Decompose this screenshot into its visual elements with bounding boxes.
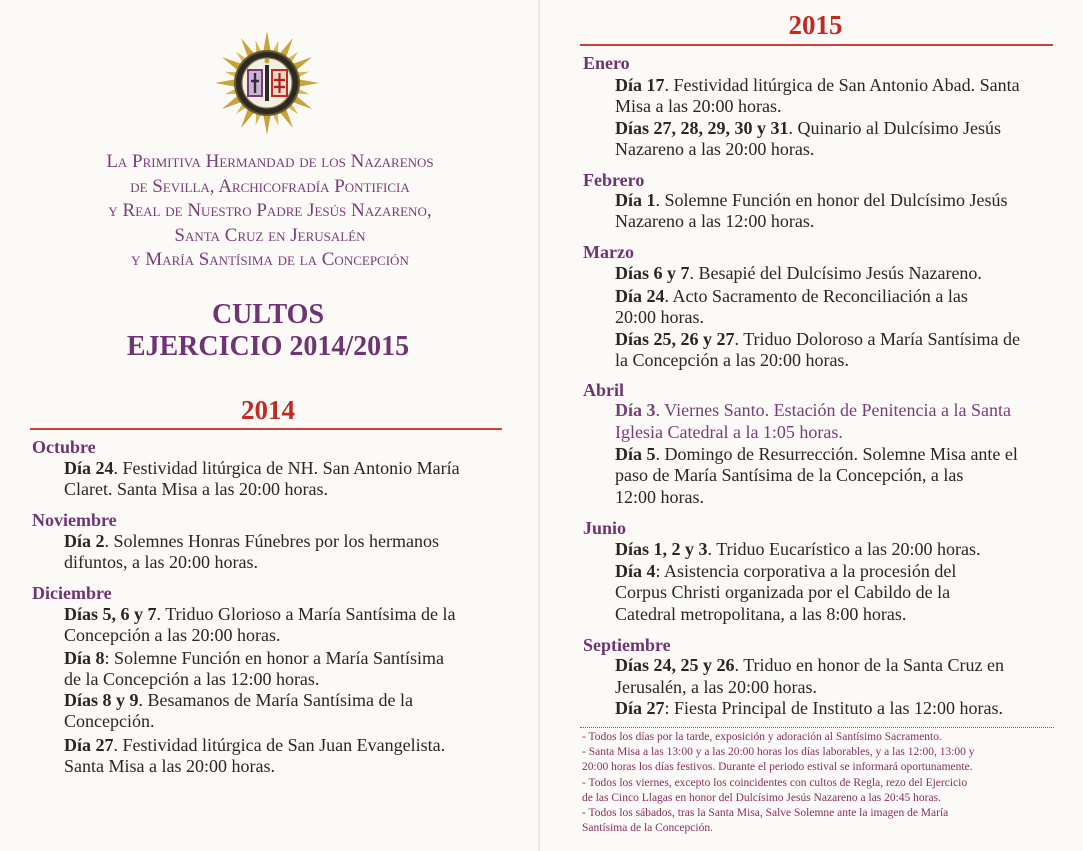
- entry-date: Día 5: [615, 444, 656, 464]
- schedule-entry-line: [615, 307, 704, 328]
- schedule-entry-line: [615, 422, 843, 443]
- entry-text: . Domingo de Resurrección. Solemne Misa ante el: [655, 444, 1018, 464]
- entry-text: paso de María Santísima de la Concepción, a las: [615, 465, 964, 485]
- notes-rule: [580, 727, 1054, 728]
- entry-text: . Besapié del Dulcísimo Jesús Nazareno.: [689, 263, 982, 283]
- brotherhood-seal-icon: [212, 28, 322, 138]
- schedule-entry-line: [615, 444, 1018, 465]
- schedule-entry-line: [615, 96, 781, 117]
- note-line: - Todos los sábados, tras la Santa Misa, Salve Solemne ante la imagen de María: [582, 807, 949, 819]
- schedule-entry-line: [615, 118, 1001, 139]
- schedule-entry-line: [615, 139, 814, 160]
- entry-date: Día 27: [615, 698, 665, 718]
- entry-date: Día 24: [615, 286, 665, 306]
- month-heading: Diciembre: [32, 583, 112, 603]
- cultos-title: CULTOS: [211, 299, 325, 330]
- schedule-entry-line: [615, 698, 1003, 719]
- schedule-entry-line: [615, 75, 1020, 96]
- schedule-entry-line: [64, 479, 328, 500]
- month-heading: Octubre: [32, 437, 96, 457]
- entry-text: : Asistencia corporativa a la procesión del: [655, 561, 957, 581]
- month-heading: Junio: [583, 518, 627, 538]
- entry-text: . Triduo Glorioso a María Santísima de la: [156, 604, 456, 624]
- schedule-entry-line: [64, 625, 280, 646]
- schedule-entry-line: [64, 756, 275, 777]
- month-heading: Noviembre: [32, 510, 117, 530]
- entry-text: . Festividad litúrgica de NH. San Antonio María: [113, 458, 460, 478]
- entry-date: Día 17: [615, 75, 665, 95]
- brotherhood-name: [10, 150, 530, 273]
- entry-date: Días 25, 26 y 27: [615, 329, 735, 349]
- entry-text: Concepción a las 20:00 horas.: [64, 625, 281, 645]
- schedule-entry-line: [64, 648, 444, 669]
- brotherhood-line: y María Santísima de la Concepción: [131, 249, 409, 270]
- year-2014-rule: [30, 428, 502, 430]
- note-line: - Todos los días por la tarde, exposición y adoración al Santísimo Sacramento.: [582, 731, 942, 743]
- entry-text: : Fiesta Principal de Instituto a las 12:00 horas.: [664, 698, 1003, 718]
- entry-text: . Besamanos de María Santísima de la: [138, 690, 413, 710]
- entry-text: Corpus Christi organizada por el Cabildo de la: [615, 582, 951, 602]
- entry-text: Concepción.: [64, 711, 155, 731]
- month-heading: Septiembre: [583, 635, 671, 655]
- entry-date: Día 3: [615, 400, 656, 420]
- entry-text: Catedral metropolitana, a las 8:00 horas.: [615, 604, 907, 624]
- entry-date: Día 2: [64, 531, 105, 551]
- entry-date: Día 8: [64, 648, 105, 668]
- entry-text: : Solemne Función en honor a María Santísima: [104, 648, 444, 668]
- schedule-entry-line: [615, 211, 814, 232]
- entry-text: . Solemnes Honras Fúnebres por los hermanos: [104, 531, 439, 551]
- brotherhood-line: de Sevilla, Archicofradía Pontificia: [130, 175, 410, 197]
- entry-text: . Acto Sacramento de Reconciliación a las: [664, 286, 968, 306]
- entry-text: de la Concepción a las 12:00 horas.: [64, 669, 320, 689]
- entry-text: difuntos, a las 20:00 horas.: [64, 552, 258, 572]
- brotherhood-line: Santa Cruz en Jerusalén: [174, 224, 366, 246]
- schedule-entry-line: [64, 711, 154, 732]
- schedule-entry-line: [615, 465, 963, 486]
- note-line: Santísima de la Concepción.: [582, 822, 713, 835]
- schedule-entry-line: [615, 329, 1020, 350]
- entry-text: Nazareno a las 12:00 horas.: [615, 211, 815, 231]
- entry-date: Días 5, 6 y 7: [64, 604, 157, 624]
- entry-date: Día 4: [615, 561, 656, 581]
- month-heading: Abril: [583, 380, 625, 400]
- schedule-entry-line: [615, 400, 1011, 421]
- note-line: - Santa Misa a las 13:00 y a las 20:00 horas los días laborables, y a las 12:00, 13:00 y: [582, 746, 975, 759]
- entry-text: . Viernes Santo. Estación de Penitencia a la Santa: [655, 400, 1011, 420]
- entry-date: Días 24, 25 y 26: [615, 655, 735, 675]
- cultos-subtitle: EJERCICIO 2014/2015: [126, 331, 410, 362]
- entry-date: Días 8 y 9: [64, 690, 139, 710]
- schedule-entry-line: [615, 286, 968, 307]
- entry-date: Día 27: [64, 735, 114, 755]
- schedule-entry-line: [615, 487, 704, 508]
- schedule-entry-line: [64, 458, 460, 479]
- month-heading: Febrero: [583, 170, 645, 190]
- note-line: de las Cinco Llagas en honor del Dulcísimo Jesús Nazareno a las 20:45 horas.: [582, 791, 941, 804]
- entry-date: Día 24: [64, 458, 114, 478]
- entry-text: Santa Misa a las 20:00 horas.: [64, 756, 275, 776]
- schedule-entry-line: [64, 552, 258, 573]
- year-2014-heading: 2014: [241, 395, 295, 425]
- cultos-heading: [0, 299, 536, 363]
- brotherhood-line: y Real de Nuestro Padre Jesús Nazareno,: [108, 200, 432, 221]
- entry-text: la Concepción a las 20:00 horas.: [615, 350, 849, 370]
- entry-text: Nazareno a las 20:00 horas.: [615, 139, 815, 159]
- schedule-entry-line: [615, 350, 849, 371]
- entry-text: Jerusalén, a las 20:00 horas.: [615, 677, 817, 697]
- entry-date: Días 6 y 7: [615, 263, 690, 283]
- month-heading: Enero: [583, 53, 630, 73]
- note-line: - Todos los viernes, excepto los coincidentes con cultos de Regla, rezo del Ejercicio: [582, 776, 968, 789]
- schedule-entry-line: [615, 582, 950, 603]
- note-line: 20:00 horas los días festivos. Durante el periodo estival se informará oportunamente.: [582, 761, 973, 774]
- schedule-entry-line: [615, 263, 982, 284]
- schedule-entry-line: [64, 531, 439, 552]
- year-2015-rule: [580, 44, 1053, 46]
- schedule-entry-line: [615, 561, 956, 582]
- schedule-entry-line: [615, 677, 817, 698]
- entry-text: Misa a las 20:00 horas.: [615, 96, 782, 116]
- entry-text: . Quinario al Dulcísimo Jesús: [788, 118, 1001, 138]
- page-fold: [538, 0, 540, 851]
- schedule-entry-line: [64, 604, 456, 625]
- schedule-entry-line: [64, 669, 319, 690]
- entry-date: Días 27, 28, 29, 30 y 31: [615, 118, 789, 138]
- entry-text: 20:00 horas.: [615, 307, 704, 327]
- entry-text: . Festividad litúrgica de San Antonio Abad. Santa: [664, 75, 1020, 95]
- entry-text: 12:00 horas.: [615, 487, 704, 507]
- schedule-entry-line: [615, 604, 906, 625]
- entry-text: . Triduo Doloroso a María Santísima de: [734, 329, 1021, 349]
- schedule-entry-line: [615, 190, 1007, 211]
- entry-text: . Triduo Eucarístico a las 20:00 horas.: [707, 539, 981, 559]
- schedule-entry-line: [615, 655, 1004, 676]
- entry-date: Día 1: [615, 190, 656, 210]
- entry-text: Iglesia Catedral a la 1:05 horas.: [615, 422, 843, 442]
- entry-text: . Festividad litúrgica de San Juan Evangelista.: [113, 735, 446, 755]
- schedule-entry-line: [64, 690, 413, 711]
- brotherhood-line: La Primitiva Hermandad de los Nazarenos: [106, 151, 434, 172]
- year-2015-heading: 2015: [788, 10, 843, 40]
- entry-text: . Solemne Función en honor del Dulcísimo Jesús: [655, 190, 1008, 210]
- entry-date: Días 1, 2 y 3: [615, 539, 708, 559]
- entry-text: Claret. Santa Misa a las 20:00 horas.: [64, 479, 328, 499]
- month-heading: Marzo: [583, 242, 634, 262]
- entry-text: . Triduo en honor de la Santa Cruz en: [734, 655, 1004, 675]
- schedule-entry-line: [615, 539, 981, 560]
- schedule-entry-line: [64, 735, 445, 756]
